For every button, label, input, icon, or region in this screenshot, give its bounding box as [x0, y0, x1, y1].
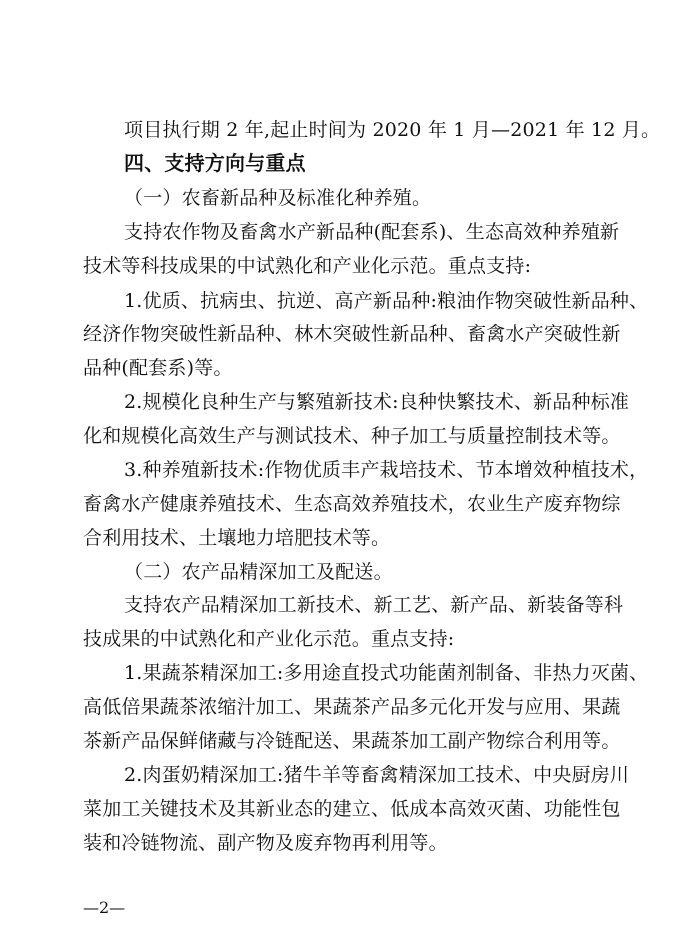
item-4-line-3: 茶新产品保鲜储藏与冷链配送、果蔬茶加工副产物综合利用等。: [83, 730, 621, 752]
subsection-heading-1: （一）农畜新品种及标准化种养殖。: [124, 187, 432, 209]
item-4-line-2: 高低倍果蔬茶浓缩汁加工、果蔬茶产品多元化开发与应用、果蔬: [83, 696, 621, 718]
paragraph-1-line-2: 技术等科技成果的中试熟化和产业化示范。重点支持:: [83, 255, 532, 277]
section-heading-4: 四、支持方向与重点: [124, 151, 306, 175]
paragraph-project-period: 项目执行期 2 年,起止时间为 2020 年 1 月—2021 年 12 月。: [124, 119, 661, 141]
item-1-line-3: 品种(配套系)等。: [83, 357, 233, 379]
item-5-line-2: 菜加工关键技术及其新业态的建立、低成本高效灭菌、功能性包: [83, 798, 621, 820]
item-3-line-2: 畜禽水产健康养殖技术、生态高效养殖技术，农业生产废弃物综: [83, 493, 621, 515]
subsection-heading-2: （二）农产品精深加工及配送。: [124, 561, 393, 583]
paragraph-2-line-2: 技成果的中试熟化和产业化示范。重点支持:: [83, 628, 455, 650]
item-3-line-1: 3.种养殖新技术:作物优质丰产栽培技术、节本增效种植技术，: [124, 459, 649, 481]
paragraph-1-line-1: 支持农作物及畜禽水产新品种(配套系)、生态高效种养殖新: [124, 221, 620, 243]
paragraph-2-line-1: 支持农产品精深加工新技术、新工艺、新产品、新装备等科: [124, 594, 624, 616]
item-1-line-2: 经济作物突破性新品种、林木突破性新品种、畜禽水产突破性新: [83, 323, 621, 345]
page-number: —2—: [83, 898, 126, 917]
item-3-line-3: 合利用技术、土壤地力培肥技术等。: [83, 527, 391, 549]
item-4-line-1: 1.果蔬茶精深加工:多用途直投式功能菌剂制备、非热力灭菌、: [124, 662, 649, 684]
item-5-line-3: 装和冷链物流、副产物及废弃物再利用等。: [83, 832, 448, 854]
item-2-line-1: 2.规模化良种生产与繁殖新技术:良种快繁技术、新品种标准: [124, 391, 630, 413]
item-2-line-2: 化和规模化高效生产与测试技术、种子加工与质量控制技术等。: [83, 425, 621, 447]
item-5-line-1: 2.肉蛋奶精深加工:猪牛羊等畜禽精深加工技术、中央厨房川: [124, 764, 630, 786]
item-1-line-1: 1.优质、抗病虫、抗逆、高产新品种:粮油作物突破性新品种、: [124, 290, 649, 312]
